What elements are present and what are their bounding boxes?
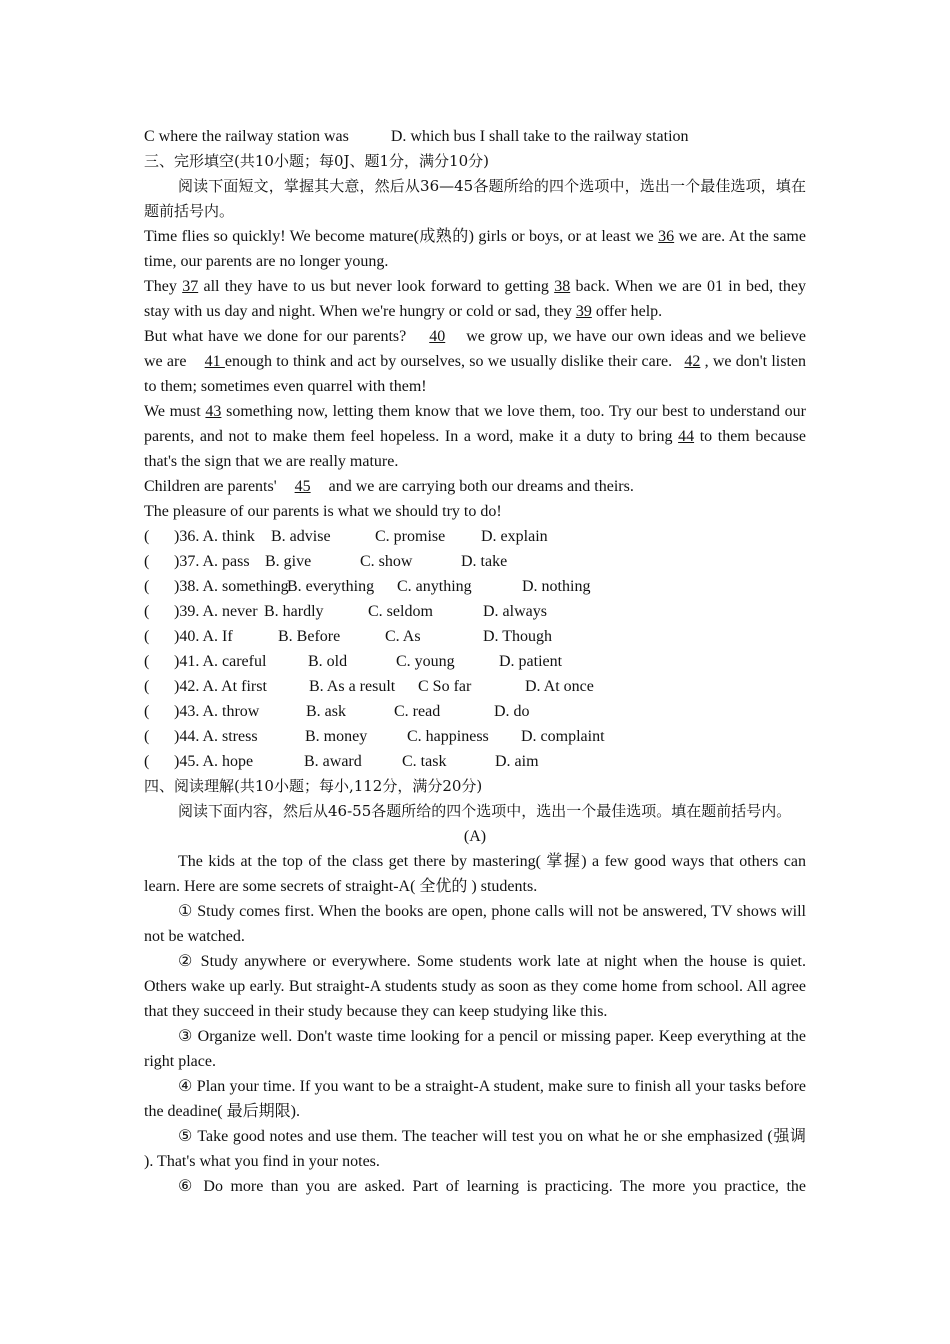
text-run: offer help. bbox=[591, 303, 663, 320]
option-row-41 bbox=[144, 649, 806, 674]
reading-tip-4: ④ Plan your time. If you want to be a straight-A student, make sure to finish all your tasks before the deadine( 最后期限). bbox=[144, 1078, 806, 1120]
option-row-39 bbox=[144, 599, 806, 624]
cloze-paragraph-4 bbox=[144, 399, 806, 474]
blank-37: 37 bbox=[182, 278, 199, 295]
text-run: enough to think and act by ourselves, so we usually dislike their care. bbox=[224, 353, 677, 370]
answer-paren: ( bbox=[144, 653, 150, 670]
answer-paren: ( bbox=[144, 528, 150, 545]
option-a: )45. A. hope bbox=[174, 753, 254, 770]
blank-43: 43 bbox=[205, 403, 222, 420]
cloze-paragraph-2 bbox=[144, 274, 806, 324]
option-b: B. advise bbox=[271, 528, 331, 545]
option-c: C. show bbox=[360, 553, 413, 570]
text-run: , we don't listen to them; sometimes even quarrel with them! bbox=[144, 353, 807, 395]
answer-paren: ( bbox=[144, 628, 150, 645]
text-run: to them because that's the sign that we are really mature. bbox=[144, 428, 807, 470]
option-d: D. do bbox=[494, 703, 530, 720]
option-b: B. Before bbox=[278, 628, 341, 645]
option-b: B. old bbox=[308, 653, 348, 670]
cloze-paragraph-3 bbox=[144, 324, 806, 399]
option-c: C So far bbox=[418, 678, 472, 695]
option-row-42 bbox=[144, 674, 806, 699]
blank-42: 42 bbox=[684, 353, 701, 370]
option-c: C. happiness bbox=[407, 728, 489, 745]
cloze-paragraph-5 bbox=[144, 474, 806, 499]
text-run: and we are carrying both our dreams and theirs. bbox=[324, 478, 634, 495]
text-run: we grow up, we have our own ideas and we believe we are bbox=[144, 328, 807, 370]
answer-paren: ( bbox=[144, 678, 150, 695]
option-a: )38. A. something bbox=[174, 578, 289, 595]
option-row-43 bbox=[144, 699, 806, 724]
option-row-37 bbox=[144, 549, 806, 574]
option-row-40 bbox=[144, 624, 806, 649]
option-d: D. complaint bbox=[521, 728, 605, 745]
option-b: B. award bbox=[304, 753, 362, 770]
option-d: D. At once bbox=[525, 678, 594, 695]
option-d-text: D. which bus I shall take to the railway station bbox=[390, 128, 689, 145]
cloze-paragraph-1 bbox=[144, 224, 806, 274]
answer-paren: ( bbox=[144, 753, 150, 770]
option-c: C. As bbox=[385, 628, 421, 645]
option-d: D. Though bbox=[483, 628, 553, 645]
option-c: C. anything bbox=[397, 578, 472, 595]
option-row-36 bbox=[144, 524, 806, 549]
option-c: C. read bbox=[394, 703, 441, 720]
answer-paren: ( bbox=[144, 728, 150, 745]
blank-36: 36 bbox=[658, 228, 675, 245]
answer-paren: ( bbox=[144, 703, 150, 720]
option-a: )40. A. If bbox=[174, 628, 233, 645]
option-d: D. aim bbox=[495, 753, 539, 770]
blank-44: 44 bbox=[678, 428, 695, 445]
options-list bbox=[144, 524, 806, 774]
option-c: C. promise bbox=[375, 528, 446, 545]
reading-tip-5: ⑤ Take good notes and use them. The teacher will test you on what he or she emphasized (强调 ). That's what you find in your notes. bbox=[144, 1128, 806, 1170]
text-run: Children are parents' bbox=[144, 478, 281, 495]
option-c-text: C where the railway station was bbox=[144, 128, 349, 145]
option-a: )44. A. stress bbox=[174, 728, 258, 745]
text-run: all they have to us but never look forward to getting bbox=[198, 278, 555, 295]
option-c: C. task bbox=[402, 753, 447, 770]
option-c: C. seldom bbox=[368, 603, 433, 620]
blank-38: 38 bbox=[554, 278, 571, 295]
option-d: D. explain bbox=[481, 528, 548, 545]
reading-tip-1: ① Study comes first. When the books are open, phone calls will not be answered, TV shows will not be watched. bbox=[144, 903, 806, 945]
option-b: B. give bbox=[265, 553, 312, 570]
text-run: But what have we done for our parents? bbox=[144, 328, 412, 345]
option-a: )43. A. throw bbox=[174, 703, 260, 720]
option-a: )41. A. careful bbox=[174, 653, 267, 670]
option-d: D. nothing bbox=[522, 578, 591, 595]
option-row-45 bbox=[144, 749, 806, 774]
option-c: C. young bbox=[396, 653, 455, 670]
text-run: back. When we are 01 in bed, they stay with us day and night. When we're hungry or cold or sad, they bbox=[144, 278, 807, 320]
document-page bbox=[144, 124, 806, 1199]
option-d: D. take bbox=[461, 553, 508, 570]
option-a: )42. A. At first bbox=[174, 678, 267, 695]
blank-45: 45 bbox=[294, 478, 311, 495]
answer-paren: ( bbox=[144, 553, 150, 570]
section4-heading: 四、阅读理解(共10小题；每小,112分，满分20分) bbox=[144, 777, 483, 795]
answer-paren: ( bbox=[144, 603, 150, 620]
text-run: Time flies so quickly! We become mature(成熟的) girls or boys, or at least we bbox=[144, 228, 659, 245]
option-b: B. money bbox=[305, 728, 368, 745]
section3-instruction: 阅读下面短文，掌握其大意，然后从36—45各题所给的四个选项中，选出一个最佳选项，填在题前括号内。 bbox=[144, 177, 806, 220]
text-run: something now, letting them know that we love them, too. Try our best to understand our parents, and not to make them feel hopeless. In a word, make it a duty to bring bbox=[144, 403, 806, 445]
option-a: )37. A. pass bbox=[174, 553, 250, 570]
option-row-44 bbox=[144, 724, 806, 749]
reading-tip-2: ② Study anywhere or everywhere. Some students work late at night when the house is quiet. Others wake up early. But straight-A students study as soon as they come home from school. All agree that they succeed in their study because they can keep studying like this. bbox=[144, 953, 806, 1020]
option-b: B. As a result bbox=[309, 678, 396, 695]
section4-instruction: 阅读下面内容，然后从46-55各题所给的四个选项中，选出一个最佳选项。填在题前括号内。 bbox=[178, 802, 792, 820]
text-run: We must bbox=[144, 403, 206, 420]
section3-heading: 三、完形填空(共10小题；每0J、题1分，满分10分) bbox=[144, 152, 489, 170]
blank-40: 40 bbox=[429, 328, 446, 345]
text-run: They bbox=[144, 278, 183, 295]
reading-intro: The kids at the top of the class get there by mastering( 掌握) a few good ways that others can learn. Here are some secrets of straight-A( 全优的 ) students. bbox=[144, 853, 806, 895]
option-d: D. always bbox=[483, 603, 547, 620]
reading-tip-3: ③ Organize well. Don't waste time looking for a pencil or missing paper. Keep everything at the right place. bbox=[144, 1028, 806, 1070]
blank-39: 39 bbox=[575, 303, 592, 320]
cloze-paragraph-6: The pleasure of our parents is what we should try to do! bbox=[144, 503, 502, 520]
text-run: we are. At the same time, our parents are no longer young. bbox=[144, 228, 806, 270]
option-b: B. ask bbox=[306, 703, 346, 720]
option-a: )39. A. never bbox=[174, 603, 258, 620]
blank-41: 41 bbox=[204, 353, 225, 370]
answer-paren: ( bbox=[144, 578, 150, 595]
option-row-38 bbox=[144, 574, 806, 599]
option-line-c-d bbox=[144, 124, 806, 149]
passage-label: (A) bbox=[463, 828, 487, 845]
reading-tip-6: ⑥ Do more than you are asked. Part of learning is practicing. The more you practice, the bbox=[178, 1178, 806, 1195]
option-b: B. hardly bbox=[264, 603, 324, 620]
option-d: D. patient bbox=[499, 653, 563, 670]
option-a: )36. A. think bbox=[174, 528, 255, 545]
option-b: B. everything bbox=[287, 578, 375, 595]
